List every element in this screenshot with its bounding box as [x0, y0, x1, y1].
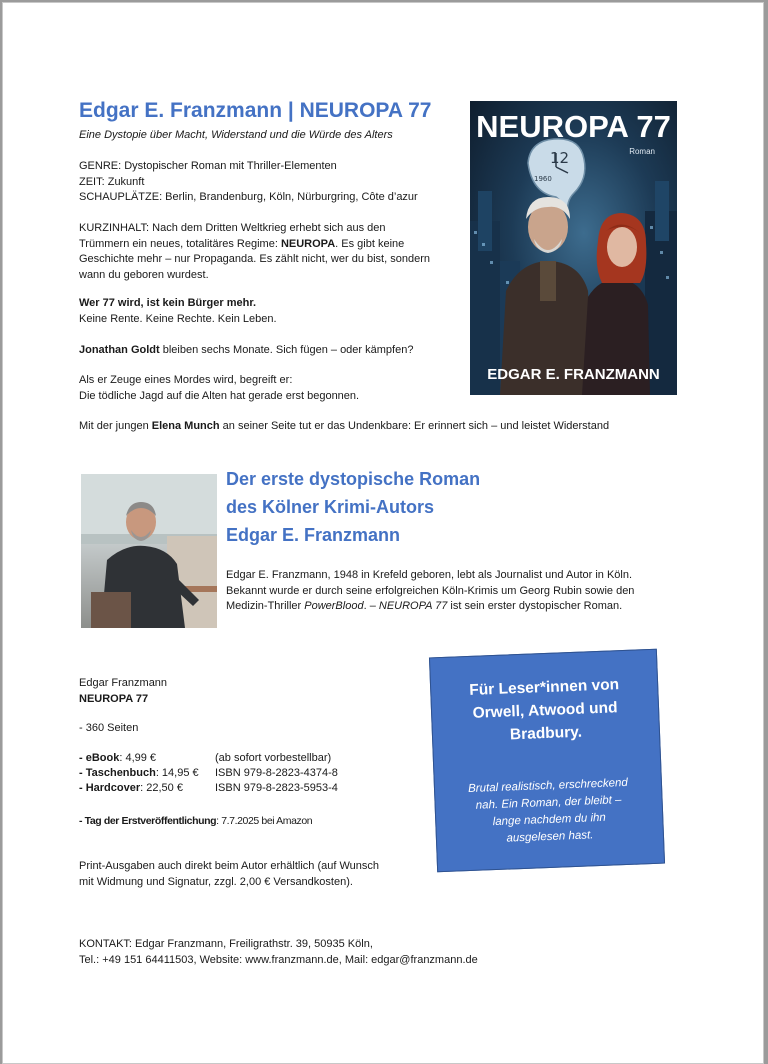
protagonist-name: Jonathan Goldt — [79, 344, 160, 356]
elena-name: Elena Munch — [151, 420, 220, 432]
pages-line: - 360 Seiten — [79, 722, 139, 734]
author-heading-line: des Kölner Krimi-Autors — [226, 497, 435, 517]
cover-illustration — [470, 101, 677, 395]
product-pages — [79, 721, 138, 737]
elena-line: Mit der jungen Elena Munch an seiner Seite tut er das Undenkbare: Er erinnert sich – und leistet Widerstand — [79, 420, 610, 432]
product-title: NEUROPA 77 — [79, 692, 149, 705]
document-page — [2, 2, 764, 1064]
print-line: mit Widmung und Signatur, zzgl. 2,00 € Versandkosten). — [79, 875, 353, 888]
schauplaetze-line: SCHAUPLÄTZE: Berlin, Brandenburg, Köln, Nürburgring, Côte d’azur — [79, 191, 418, 203]
edition-taschenbuch: - Taschenbuch: 14,95 € ISBN 979-8-2823-4374-8 — [79, 767, 338, 779]
author-photo — [81, 474, 217, 628]
regime-name: NEUROPA — [280, 237, 336, 250]
reader-callout-box — [429, 649, 665, 873]
callout-heading: Für Leser*innen von Orwell, Atwood und Bradbury. — [468, 676, 620, 744]
callout-body: Brutal realistisch, erschreckend nah. Ein Roman, der bleibt – lange nachdem du ihn ausgelesen hast. — [467, 776, 629, 845]
product-heading — [79, 676, 167, 707]
tagline-block — [79, 296, 277, 327]
hunt-line: Die tödliche Jagd auf die Alten hat gerade erst begonnen. — [79, 389, 360, 402]
bio-line: Edgar E. Franzmann, 1948 in Krefeld geboren, lebt als Journalist und Autor in Köln. — [226, 569, 633, 581]
genre-line: GENRE: Dystopischer Roman mit Thriller-Elementen — [79, 160, 337, 172]
tagline-line: Keine Rente. Keine Rechte. Kein Leben. — [79, 312, 277, 325]
book-cover — [470, 101, 677, 395]
author-photo-illustration — [81, 474, 217, 628]
edition-ebook: - eBook: 4,99 € (ab sofort vorbestellbar) — [79, 752, 332, 764]
release-line: - Tag der Erstveröffentlichung: 7.7.2025 bei Amazon — [79, 815, 313, 827]
bio-line: Medizin-Thriller PowerBlood. – NEUROPA 77 ist sein erster dystopischer Roman. — [226, 600, 623, 612]
facts-block — [79, 159, 418, 206]
zeit-line: ZEIT: Zukunft — [79, 175, 145, 188]
protagonist-line: Jonathan Goldt bleiben sechs Monate. Sich fügen – oder kämpfen? — [79, 344, 414, 356]
murder-block — [79, 373, 359, 404]
author-bio — [226, 568, 634, 615]
svg-text:12: 12 — [550, 149, 570, 167]
summary-line: Geschichte mehr – nur Propaganda. Es zählt nicht, wer du bist, sondern — [79, 253, 430, 265]
tagline-bold: Wer 77 wird, ist kein Bürger mehr. — [79, 297, 257, 309]
svg-text:1960: 1960 — [534, 175, 552, 183]
print-line: Print-Ausgaben auch direkt beim Autor erhältlich (auf Wunsch — [79, 860, 380, 872]
print-note — [79, 859, 379, 890]
author-heading-line: Der erste dystopische Roman — [226, 469, 481, 489]
page-title: Edgar E. Franzmann | NEUROPA 77 — [79, 99, 432, 122]
summary-line: wann du geboren wurdest. — [79, 268, 209, 281]
cover-author: EDGAR E. FRANZMANN — [487, 366, 660, 383]
page-subtitle: Eine Dystopie über Macht, Widerstand und die Würde des Alters — [79, 129, 393, 141]
summary-line: KURZINHALT: Nach dem Dritten Weltkrieg erhebt sich aus den — [79, 222, 386, 234]
product-author: Edgar Franzmann — [79, 677, 168, 689]
author-heading-line: Edgar E. Franzmann — [226, 525, 401, 545]
summary-line: Trümmern ein neues, totalitäres Regime: NEUROPA. Es gibt keine — [79, 237, 405, 250]
contact-address: KONTAKT: Edgar Franzmann, Freiligrathstr. 39, 50935 Köln, — [79, 938, 373, 950]
contact-details: Tel.: +49 151 64411503, Website: www.franzmann.de, Mail: edgar@franzmann.de — [79, 953, 478, 966]
contact-block — [79, 937, 478, 968]
cover-genre-label: Roman — [629, 147, 655, 156]
editions-list — [79, 751, 338, 796]
edition-hardcover: - Hardcover: 22,50 € ISBN 979-8-2823-5953-4 — [79, 782, 338, 794]
murder-line: Als er Zeuge eines Mordes wird, begreift er: — [79, 374, 293, 386]
summary-block — [79, 221, 430, 283]
cover-title: NEUROPA 77 — [476, 109, 671, 144]
bio-line: Bekannt wurde er durch seine erfolgreichen Köln-Krimis um Georg Rubin sowie den — [226, 584, 635, 597]
